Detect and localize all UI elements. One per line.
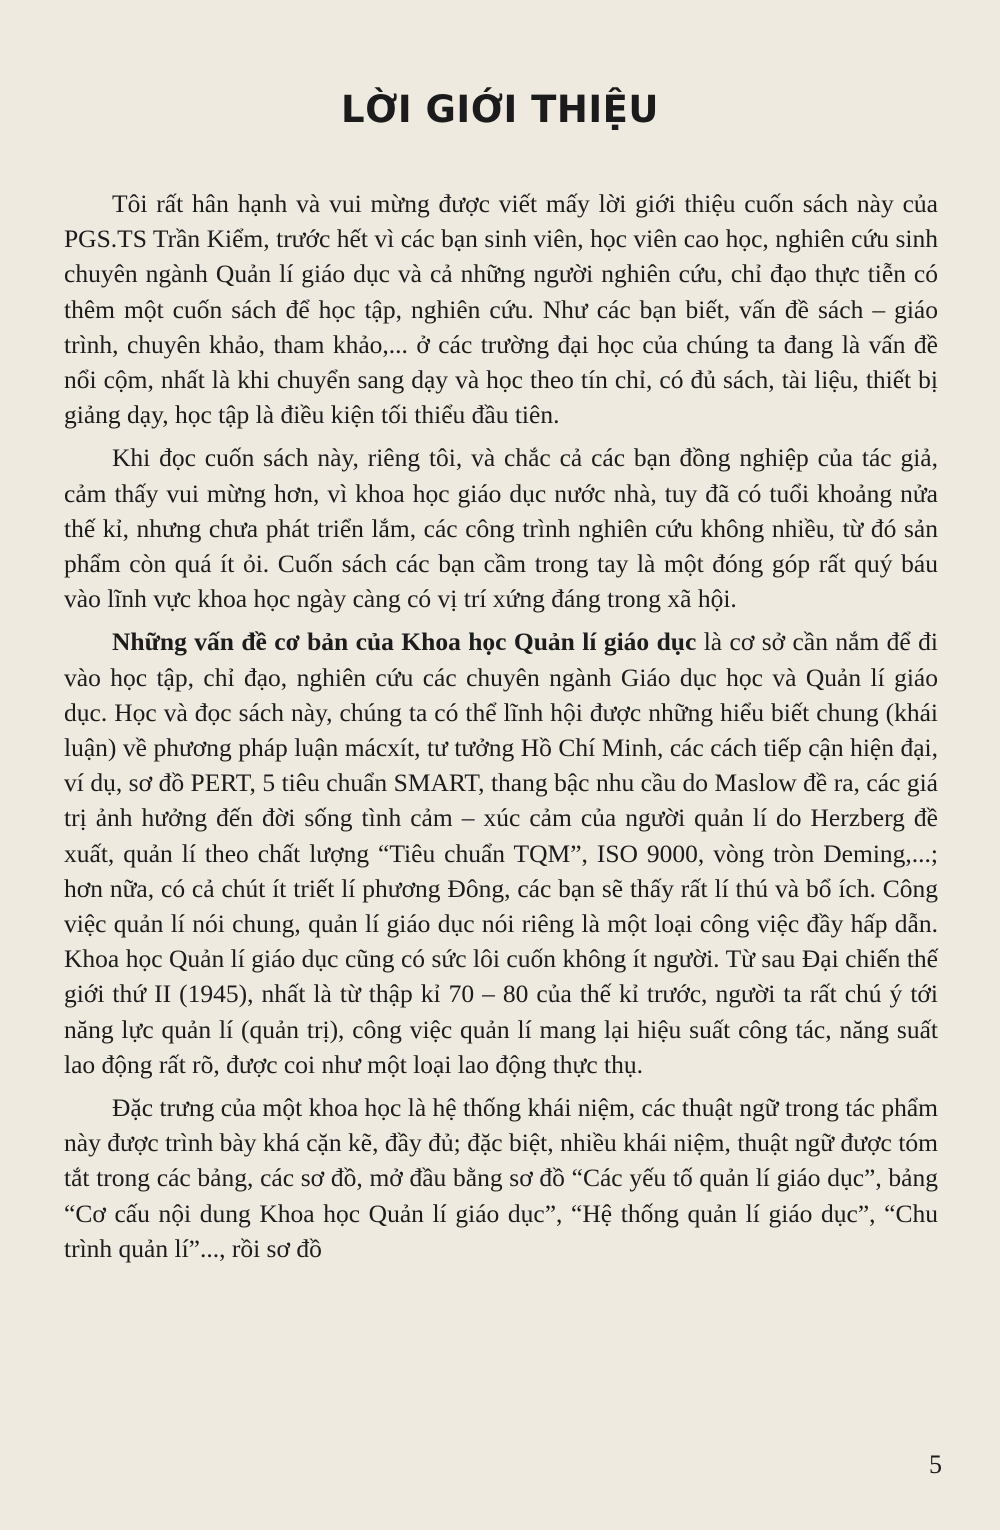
book-title-bold: Những vấn đề cơ bản của Khoa học Quản lí giáo dục bbox=[112, 627, 697, 657]
paragraph-2: Khi đọc cuốn sách này, riêng tôi, và chắc cả các bạn đồng nghiệp của tác giả, cảm thấy vui mừng hơn, vì khoa học giáo dục nước nhà, tuy đã có tuổi khoảng nửa thế kỉ, nhưng chưa phát triển lắm, các công trình nghiên cứu không nhiều, từ đó sản phẩm còn quá ít ỏi. Cuốn sách các bạn cầm trong tay là một đóng góp rất quý báu vào lĩnh vực khoa học ngày càng có vị trí xứng đáng trong xã hội. bbox=[64, 443, 938, 614]
paragraph-1: Tôi rất hân hạnh và vui mừng được viết mấy lời giới thiệu cuốn sách này của PGS.TS Trần Kiểm, trước hết vì các bạn sinh viên, học viên cao học, nghiên cứu sinh chuyên ngành Quản lí giáo dục và cả những người nghiên cứu, chỉ đạo thực tiễn có thêm một cuốn sách để học tập, nghiên cứu. Như các bạn biết, vấn đề sách – giáo trình, chuyên khảo, tham khảo,... ở các trường đại học của chúng ta đang là vấn đề nổi cộm, nhất là khi chuyển sang dạy và học theo tín chỉ, có đủ sách, tài liệu, thiết bị giảng dạy, học tập là điều kiện tối thiểu đầu tiên. bbox=[64, 189, 938, 430]
body-text bbox=[64, 186, 938, 1274]
paragraph-4: Đặc trưng của một khoa học là hệ thống khái niệm, các thuật ngữ trong tác phẩm này được trình bày khá cặn kẽ, đầy đủ; đặc biệt, nhiều khái niệm, thuật ngữ được tóm tắt trong các bảng, các sơ đồ, mở đầu bằng sơ đồ “Các yếu tố quản lí giáo dục”, bảng “Cơ cấu nội dung Khoa học Quản lí giáo dục”, “Hệ thống quản lí giáo dục”, “Chu trình quản lí”..., rồi sơ đồ bbox=[64, 1093, 938, 1263]
page-title: LỜI GIỚI THIỆU bbox=[341, 88, 659, 131]
paragraph-3-text: là cơ sở cần nắm để đi vào học tập, chỉ đạo, nghiên cứu các chuyên ngành Giáo dục học và Quản lí giáo dục. Học và đọc sách này, chúng ta có thể lĩnh hội được những hiểu biết chung (khái luận) về phương pháp luận mácxít, tư tưởng Hồ Chí Minh, các cách tiếp cận hiện đại, ví dụ, sơ đồ PERT, 5 tiêu chuẩn SMART, thang bậc nhu cầu do Maslow đề ra, các giá trị ảnh hưởng đến đời sống tình cảm – xúc cảm của người quản lí do Herzberg đề xuất, quản lí theo chất lượng “Tiêu chuẩn TQM”, ISO 9000, vòng tròn Deming,...; hơn nữa, có cả chút ít triết lí phương Đông, các bạn sẽ thấy rất lí thú và bổ ích. Công việc quản lí nói chung, quản lí giáo dục nói riêng là một loại công việc đầy hấp dẫn. Khoa học Quản lí giáo dục cũng có sức lôi cuốn không ít người. Từ sau Đại chiến thế giới thứ II (1945), nhất là từ thập kỉ 70 – 80 của thế kỉ trước, người ta rất chú ý tới năng lực quản lí (quản trị), công việc quản lí mang lại hiệu suất công tác, năng suất lao động rất rõ, được coi như một loại lao động thực thụ. bbox=[64, 627, 938, 1079]
page-number: 5 bbox=[929, 1450, 942, 1479]
paragraph-3 bbox=[64, 624, 938, 1082]
